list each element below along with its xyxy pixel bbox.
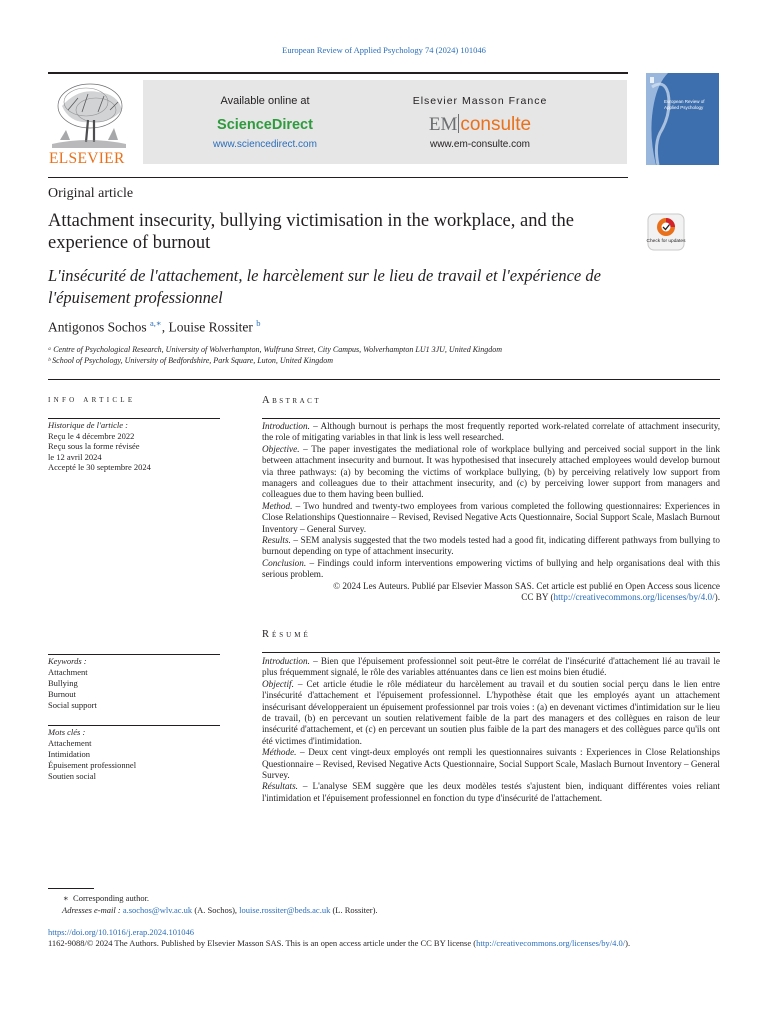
history-label: Historique de l'article :: [48, 420, 128, 430]
resume-objectif: [262, 679, 720, 747]
cover-art-icon: [646, 73, 719, 165]
license-post: ).: [714, 592, 720, 603]
check-for-updates-icon[interactable]: [646, 212, 686, 252]
abstract-results-heading: Results.: [262, 535, 291, 546]
em-logo-em: EM: [428, 114, 458, 135]
resume-rule: [262, 652, 720, 653]
motcle-item: Soutien social: [48, 771, 96, 781]
header-bottom-rule: [48, 177, 628, 178]
license-line-1: © 2024 Les Auteurs. Publié par Elsevier Masson SAS. Cet article est publié en Open Access sous licence: [333, 580, 720, 591]
abstract-objective-text: – The paper investigates the mediational role of workplace bullying and perceived social support in the link between attachment insecurity and burnout. It was hypothesised that insecurely attached employees would develop burnout via three pathways: (a) by becoming the victims of workplace bullying, (b) by perceiving relatively low support from managers and colleagues due to their attachment insecurity, and (c) by perceiving lower support from managers and colleagues due to them having been bullied.: [262, 443, 720, 500]
resume-resultats-text: – L'analyse SEM suggère que les deux modèles testés s'ajustent bien, indiquant différentes voies reliant l'intimidation et l'épuisement professionnel en fonction du type d'insécurité de l'attachement.: [262, 781, 720, 803]
issn-license-link[interactable]: http://creativecommons.org/licenses/by/4.0/: [476, 938, 626, 948]
resume-methode-heading: Méthode.: [262, 747, 297, 758]
corresponding-author-note: Corresponding author.: [73, 893, 150, 903]
license-line-2: [262, 592, 720, 603]
issn-pre: 1162-9088/© 2024 The Authors. Published by Elsevier Masson SAS. This is an open access article under the CC BY license (: [48, 938, 477, 948]
keywords-label: Keywords :: [48, 656, 87, 666]
em-consulte-url[interactable]: www.em-consulte.com: [429, 139, 531, 150]
doi-link[interactable]: https://doi.org/10.1016/j.erap.2024.101046: [48, 927, 194, 937]
resume-resultats-heading: Résultats.: [262, 781, 298, 792]
author-sochos[interactable]: Antigonos Sochos: [48, 319, 147, 335]
email-line: [48, 905, 378, 917]
article-type: Original article: [48, 186, 134, 201]
abstract-method-heading: Method.: [262, 500, 293, 511]
abstract-license: [262, 581, 720, 604]
motscles-list: [48, 727, 220, 782]
resume-resultats: [262, 781, 720, 804]
abstract-body: [262, 421, 720, 604]
abstract-method: [262, 501, 720, 535]
header-top-rule: [48, 72, 628, 74]
abstract-objective-heading: Objective.: [262, 443, 300, 454]
email-rossiter-who: (L. Rossiter).: [330, 904, 378, 915]
elsevier-masson-label: Elsevier Masson France: [412, 95, 548, 107]
keywords-list: [48, 656, 220, 711]
email-sochos-who: (A. Sochos),: [192, 904, 240, 915]
elsevier-wordmark: ELSEVIER: [49, 150, 125, 167]
motcle-item: Intimidation: [48, 749, 91, 759]
license-link[interactable]: http://creativecommons.org/licenses/by/4.0/: [553, 592, 715, 603]
abstract-introduction-text: – Although burnout is perhaps the most frequently reported work-related correlate of attachment insecurity, the role of mitigating variables in that link is less well researched.: [262, 421, 720, 443]
abstract-results: [262, 535, 720, 558]
issn-post: ).: [625, 938, 631, 948]
author-separator: ,: [161, 319, 169, 335]
email-rossiter-link[interactable]: louise.rossiter@beds.ac.uk: [239, 904, 331, 915]
abstract-introduction-heading: Introduction.: [262, 421, 310, 431]
article-title-en: Attachment insecurity, bullying victimisation in the workplace, and the experience of burnout: [48, 211, 574, 253]
keyword-item: Bullying: [48, 678, 78, 688]
abstract-conclusion-text: – Findings could inform interventions empowering victims of bullying and help organisations deal with this serious problem.: [262, 557, 720, 580]
abstract-objective: [262, 444, 720, 501]
corresponding-author-line: [48, 893, 378, 905]
keyword-item: Burnout: [48, 689, 76, 699]
resume-heading: Résumé: [262, 629, 311, 640]
abstract-results-text: – SEM analysis suggested that the two models tested had a good fit, indicating different pathways from bullying to burnout depending on type of attachment insecurity.: [262, 535, 720, 557]
corresponding-footnote: [48, 893, 378, 916]
title-block-rule: [48, 379, 720, 380]
corresponding-mark: ∗: [63, 893, 69, 903]
license-pre: CC BY (: [521, 592, 554, 603]
abstract-introduction: [262, 421, 720, 444]
resume-body: [262, 656, 720, 804]
abstract-conclusion: [262, 558, 720, 581]
available-online-label: Available online at: [220, 95, 310, 107]
history-item: Accepté le 30 septembre 2024: [48, 462, 151, 472]
abstract-heading: Abstract: [262, 395, 322, 406]
motscles-label: Mots clés :: [48, 727, 86, 737]
journal-reference-link[interactable]: European Review of Applied Psychology 74 (2024) 101046: [282, 45, 486, 55]
abstract-rule: [262, 418, 720, 419]
cover-title: European Review of Applied Psychology: [664, 99, 705, 110]
resume-introduction-heading: Introduction.: [262, 656, 310, 666]
resume-objectif-text: – Cet article étudie le rôle médiateur du harcèlement au travail et du soutien social perçu dans le lien entre l'insécurité d'attachement et l'épuisement professionnel. L'hypothèse était que les employés ayant un attachement insécurisant développeraient un épuisement professionnel par trois voies : (a) en devenant victimes d'intimidation sur le lieu de travail, (b) en percevant un soutien relativement faible de la part des managers et des collègues en raison de leur insécurité d'attachement, et (c) en percevant un soutien plus faible de la part des managers et des collègues parce qu'ils ont été victimes d'intimidation.: [262, 678, 720, 746]
abstract-method-text: – Two hundred and twenty-two employees from various completed the following questionnaires: Experiences in Close Relationships Questionnaire – Revised, Revised Negative Acts Questionnaire, Social Support Scale, Maslach Burnout Inventory – General Survey.: [262, 500, 720, 534]
keywords-rule: [48, 654, 220, 655]
history-item: Reçu le 4 décembre 2022: [48, 430, 135, 441]
journal-cover-thumbnail[interactable]: [646, 73, 719, 165]
info-article-heading: info article: [48, 395, 136, 405]
resume-objectif-heading: Objectif.: [262, 678, 294, 689]
resume-introduction: [262, 656, 720, 679]
em-logo-consulte: consulte: [460, 114, 532, 135]
motcle-item: Attachement: [48, 738, 92, 748]
author-sochos-affiliation-marks[interactable]: a,∗: [150, 318, 162, 328]
email-label: Adresses e-mail :: [62, 904, 121, 915]
abstract-conclusion-heading: Conclusion.: [262, 557, 307, 568]
check-updates-label: Check for updates: [646, 239, 686, 244]
resume-methode: [262, 747, 720, 781]
email-sochos-link[interactable]: a.sochos@wlv.ac.uk: [122, 904, 193, 915]
keyword-item: Social support: [48, 700, 97, 710]
motcle-item: Épuisement professionnel: [48, 760, 137, 770]
affiliation-b: ᵇ School of Psychology, University of Bedfordshire, Park Square, Luton, United Kingdom: [48, 356, 334, 365]
motscles-rule: [48, 725, 220, 726]
info-article-rule: [48, 418, 220, 419]
article-history: [48, 420, 220, 473]
affiliation-a: ᵃ Centre of Psychological Research, University of Wolverhampton, Wulfruna Street, City Campus, Wolverhampton LU1 3JU, United Kingdom: [48, 345, 503, 354]
article-title-fr: L'insécurité de l'attachement, le harcèlement sur le lieu de travail et l'expérience de l'épuisement professionnel: [48, 266, 601, 307]
keyword-item: Attachment: [48, 667, 88, 677]
sciencedirect-logo[interactable]: ScienceDirect: [217, 117, 313, 133]
history-item: Reçu sous la forme révisée: [48, 441, 140, 451]
author-rossiter-affiliation-mark[interactable]: b: [256, 318, 261, 328]
author-rossiter[interactable]: Louise Rossiter: [168, 319, 253, 335]
em-consulte-logo[interactable]: [400, 114, 560, 136]
resume-methode-text: – Deux cent vingt-deux employés ont rempli les questionnaires suivants : Experiences in Close Relationships Questionnaire – Revised, Revised Negative Acts Questionnaire, Social Support Scale, Maslach Burnout Inventory – General Survey.: [262, 747, 720, 781]
footnote-rule: [48, 888, 94, 889]
resume-introduction-text: – Bien que l'épuisement professionnel soit peut-être le corrélat de l'insécurité d'attachement lié au travail le plus fréquemment signalé, le rôle des variables atténuantes dans ce lien est moins bien étudié.: [262, 656, 720, 678]
history-item: le 12 avril 2024: [48, 451, 102, 462]
author-list: [48, 318, 260, 336]
sciencedirect-url-link[interactable]: www.sciencedirect.com: [213, 139, 317, 150]
issn-copyright-line: [48, 938, 630, 948]
